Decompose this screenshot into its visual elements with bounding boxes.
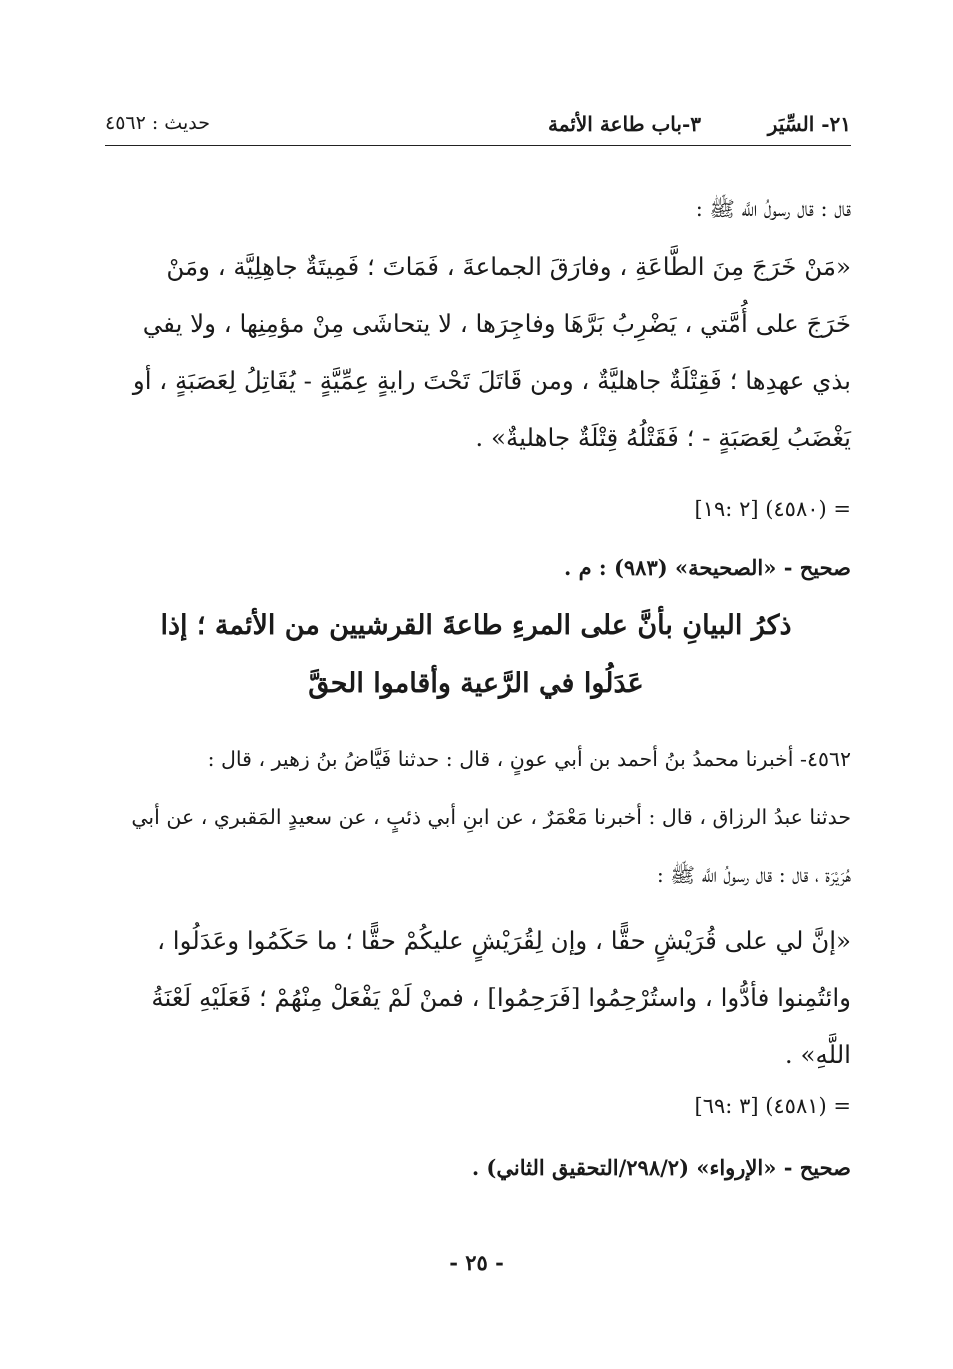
- chapter-header: ٣-باب طاعة الأئمة: [548, 112, 701, 136]
- chapter-title-line-2: عَدَلُوا في الرَّعية وأقاموا الحقَّ: [308, 668, 644, 699]
- hadith-grading-2: صحيح - «الإرواء» (٢٩٨/٢/التحقيق الثاني) .: [471, 1155, 851, 1180]
- page-number: - ٢٥ -: [449, 1250, 504, 1275]
- text-line: هُرَيْرَة ، قال : قال رسولُ اللَّه ﷺ :: [656, 863, 851, 887]
- hadith-reference-1: = (٤٥٨٠) [٢ :١٩]: [694, 497, 851, 521]
- text-line: خَرَجَ على أُمَّتي ، يَضْرِبُ بَرَّهَا وفاجِرَها ، لا يتحاشَى مِنْ مؤمِنِها ، ولا يفي: [142, 309, 851, 338]
- hadith-intro: قال : قال رسولُ اللَّه ﷺ :: [695, 197, 851, 221]
- hadith-text-2: [103, 912, 851, 1083]
- text-line: بذي عهدِها ؛ فَقِتْلَةٌ جاهليَّةٌ ، ومن قَاتَلَ تَحْتَ رايةٍ عِمِّيَّةٍ - يُقَاتِلُ لِعَصَبَةٍ ، أو: [132, 366, 851, 395]
- chapter-title-line-1: ذكرُ البيانِ بأنَّ على المرءِ طاعةَ القرشيين من الأئمة ؛ إذا: [160, 610, 792, 641]
- isnad-block: [103, 730, 851, 904]
- hadith-grading-1: صحيح - «الصحيحة» (٩٨٣) : م .: [563, 555, 851, 580]
- text-line: «مَنْ خَرَجَ مِنَ الطَّاعَةِ ، وفارَقَ الجماعةَ ، فَمَاتَ ؛ فَمِيتَةٌ جاهِلِيَّة ، ومَنْ: [166, 252, 851, 281]
- hadith-number-header: حديث : ٤٥٦٢: [105, 112, 210, 134]
- text-line: وائتُمِنوا فأدُّوا ، واستُرْحِمُوا [فَرَحِمُوا] ، فمنْ لَمْ يَفْعَلْ مِنْهُمْ ؛ فَعَلَيْهِ لَعْنَةُ: [151, 983, 851, 1012]
- text-line: حدثنا عبدُ الرزاق ، قال : أخبرنا مَعْمَرٌ ، عن ابنِ أبي ذئبٍ ، عن سعيدٍ المَقبري ، عن أبي: [131, 805, 851, 829]
- page-header: [105, 108, 851, 148]
- header-divider: [105, 145, 851, 146]
- hadith-reference-2: = (٤٥٨١) [٣ :٦٩]: [694, 1094, 851, 1118]
- text-line: «إنَّ لي على قُرَيْشٍ حقًّا ، وإن لِقُرَيْشٍ عليكُمْ حقًّا ؛ ما حَكَمُوا وعَدَلُوا ،: [157, 926, 851, 955]
- text-line: ٤٥٦٢- أخبرنا محمدُ بنُ أحمد بن أبي عونٍ ، قال : حدثنا فَيَّاضُ بنُ زهير ، قال :: [207, 747, 851, 771]
- book-title: ٢١- السِّيَر: [767, 112, 851, 136]
- text-line: اللَّهِ» .: [784, 1040, 851, 1069]
- hadith-text-1: [103, 238, 851, 466]
- text-line: يَغْضَبُ لِعَصَبَةٍ - ؛ فَقَتْلُهُ قِتْلَةٌ جاهليةٌ» .: [475, 423, 851, 452]
